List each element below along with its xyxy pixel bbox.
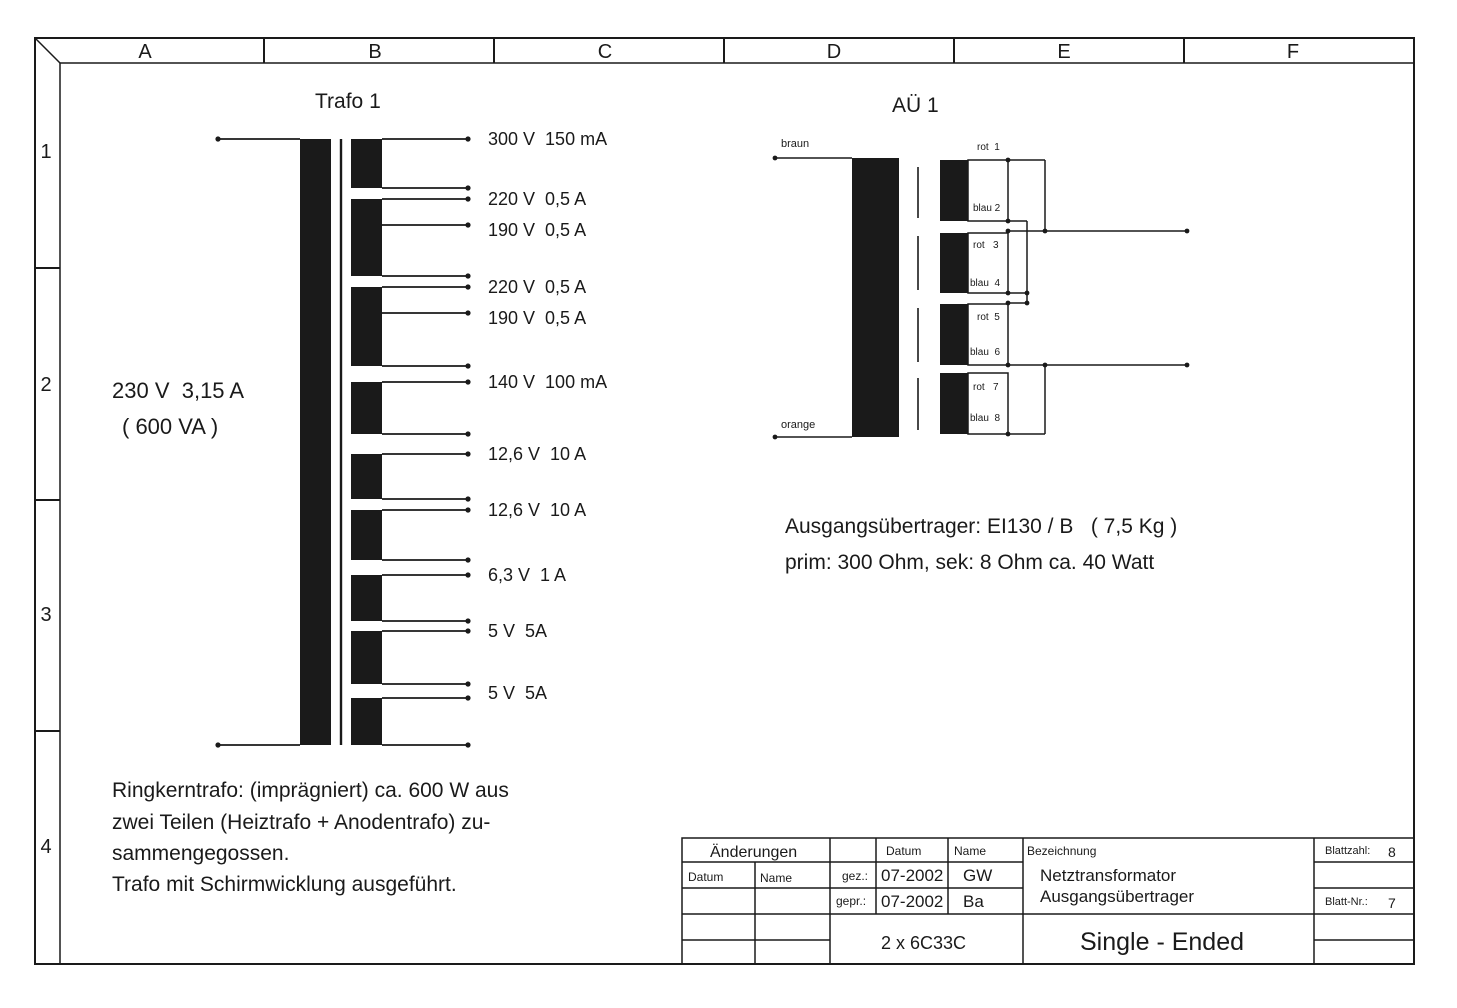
changes-name-header: Name	[760, 871, 793, 885]
ue-primary-top-label: braun	[781, 138, 810, 150]
trafo-output-label: 300 V 150 mA	[488, 129, 608, 149]
drawing-title-line1: Netztransformator	[1040, 866, 1177, 885]
row-label-3: 3	[40, 604, 52, 626]
changes-header: Änderungen	[710, 844, 798, 861]
trafo-output-label: 190 V 0,5 A	[488, 220, 587, 240]
column-label-c: C	[597, 41, 613, 63]
output-transformer-symbol	[773, 94, 1190, 439]
gez-label: gez.:	[842, 869, 869, 883]
gepr-label: gepr.:	[836, 894, 867, 908]
blattzahl-label: Blattzahl:	[1325, 845, 1371, 857]
trafo-output-label: 12,6 V 10 A	[488, 444, 587, 464]
column-label-f: F	[1286, 41, 1300, 63]
ue-tap-label: blau 4	[970, 278, 1001, 289]
drawing-title-line2: Ausgangsübertrager	[1040, 887, 1195, 906]
trafo-note-line: Ringkerntrafo: (imprägniert) ca. 600 W aus	[112, 779, 509, 802]
ue-spec-line: prim: 300 Ohm, sek: 8 Ohm ca. 40 Watt	[785, 551, 1155, 574]
trafo-output-label: 190 V 0,5 A	[488, 308, 587, 328]
ue-tap-label: blau 6	[970, 347, 1001, 358]
column-label-d: D	[826, 41, 842, 63]
ue-tap-label: rot 1	[977, 142, 1000, 153]
name-header: Name	[954, 844, 987, 858]
blattnr-value: 7	[1388, 895, 1396, 911]
blattnr-label: Blatt-Nr.:	[1325, 896, 1368, 908]
tube-type: 2 x 6C33C	[881, 933, 967, 953]
row-label-2: 2	[40, 374, 52, 396]
gez-date: 07-2002	[881, 866, 944, 885]
bezeichnung-label: Bezeichnung	[1027, 844, 1097, 858]
trafo-output-label: 12,6 V 10 A	[488, 500, 587, 520]
column-label-b: B	[368, 41, 382, 63]
trafo-title: Trafo 1	[315, 90, 381, 113]
trafo-primary-voltage: 230 V 3,15 A	[112, 378, 245, 403]
column-label-e: E	[1057, 41, 1071, 63]
trafo-output-label: 220 V 0,5 A	[488, 277, 587, 297]
ue-title: AÜ 1	[892, 94, 939, 117]
column-label-a: A	[138, 41, 152, 63]
trafo-output-label: 5 V 5A	[488, 621, 548, 641]
drawing-subtitle: Single - Ended	[1080, 928, 1245, 956]
trafo-output-label: 140 V 100 mA	[488, 372, 608, 392]
trafo-1-symbol	[215, 90, 470, 748]
trafo-primary-power: ( 600 VA )	[122, 414, 219, 439]
trafo-note-line: zwei Teilen (Heiztrafo + Anodentrafo) zu-	[112, 811, 491, 834]
trafo-output-label: 5 V 5A	[488, 683, 548, 703]
ue-primary-bottom-label: orange	[781, 419, 816, 431]
ue-tap-label: rot 5	[977, 312, 1000, 323]
changes-date-header: Datum	[688, 870, 724, 884]
ue-tap-label: rot 7	[973, 382, 999, 393]
row-label-1: 1	[40, 141, 52, 163]
trafo-note-line: sammengegossen.	[112, 842, 290, 865]
ue-spec-line: Ausgangsübertrager: EI130 / B ( 7,5 Kg )	[785, 515, 1178, 538]
ue-tap-label: blau 8	[970, 413, 1001, 424]
trafo-note-line: Trafo mit Schirmwicklung ausgeführt.	[112, 873, 457, 896]
gez-name: GW	[963, 866, 993, 885]
gepr-name: Ba	[963, 892, 984, 911]
title-block	[682, 838, 1414, 964]
gepr-date: 07-2002	[881, 892, 944, 911]
row-label-4: 4	[40, 836, 52, 858]
trafo-output-label: 6,3 V 1 A	[488, 565, 567, 585]
blattzahl-value: 8	[1388, 844, 1396, 860]
ue-tap-label: blau 2	[973, 203, 1001, 214]
trafo-output-label: 220 V 0,5 A	[488, 189, 587, 209]
ue-tap-label: rot 3	[973, 240, 999, 251]
date-header: Datum	[886, 844, 922, 858]
